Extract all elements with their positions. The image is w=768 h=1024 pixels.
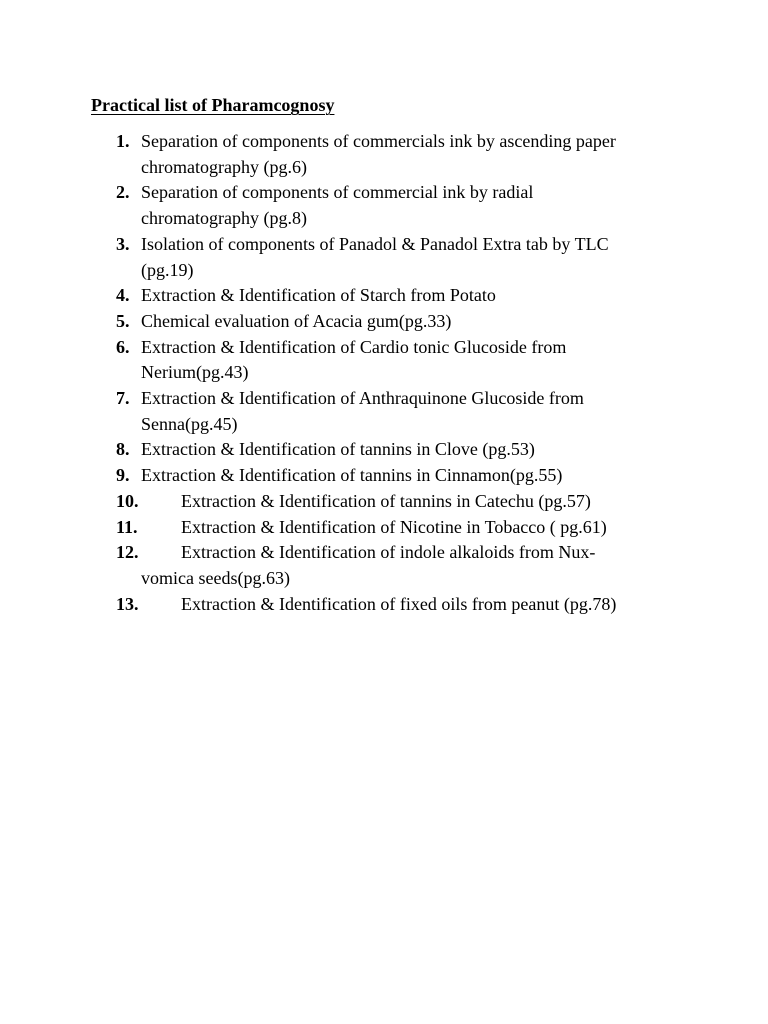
list-item <box>0 540 768 591</box>
item-number: 5. <box>116 310 130 331</box>
practical-list <box>0 129 768 617</box>
item-number: 4. <box>116 285 130 306</box>
list-item <box>0 129 768 180</box>
item-text-line: chromatography (pg.8) <box>141 208 307 229</box>
item-number: 10. <box>116 490 139 511</box>
item-text-line: chromatography (pg.6) <box>141 156 307 177</box>
item-number: 3. <box>116 233 130 254</box>
list-item <box>0 386 768 437</box>
item-number: 9. <box>116 465 130 486</box>
item-number: 6. <box>116 336 130 357</box>
item-text-line: Separation of components of commercial ink by radial <box>141 182 534 203</box>
list-item <box>0 515 768 541</box>
item-text-line: Extraction & Identification of Cardio tonic Glucoside from <box>141 336 567 357</box>
item-text-line: (pg.19) <box>141 259 194 280</box>
item-text-line: Chemical evaluation of Acacia gum(pg.33) <box>141 310 452 331</box>
list-item <box>0 283 768 309</box>
item-text-line: Extraction & Identification of Nicotine in Tobacco ( pg.61) <box>181 516 607 537</box>
item-text-line: Isolation of components of Panadol & Panadol Extra tab by TLC <box>141 233 609 254</box>
document-title: Practical list of Pharamcognosy <box>91 95 335 115</box>
list-item <box>0 180 768 231</box>
item-text-line: Extraction & Identification of indole alkaloids from Nux- <box>181 542 596 563</box>
item-text-line: Senna(pg.45) <box>141 413 238 434</box>
list-item <box>0 335 768 386</box>
item-text-line: Extraction & Identification of Anthraquinone Glucoside from <box>141 388 584 409</box>
item-number: 1. <box>116 131 130 151</box>
item-number: 12. <box>116 542 139 563</box>
list-item <box>0 437 768 463</box>
item-text-line: Extraction & Identification of tannins in Catechu (pg.57) <box>181 490 591 511</box>
item-text-line: Extraction & Identification of fixed oils from peanut (pg.78) <box>181 593 617 614</box>
item-text-line: Separation of components of commercials ink by ascending paper <box>141 131 616 151</box>
list-item <box>0 232 768 283</box>
item-text-line: Extraction & Identification of tannins in Cinnamon(pg.55) <box>141 465 563 486</box>
item-number: 8. <box>116 439 130 460</box>
list-item <box>0 309 768 335</box>
list-item <box>0 489 768 515</box>
list-item <box>0 592 768 618</box>
item-number: 13. <box>116 593 139 614</box>
item-text-line: Extraction & Identification of Starch from Potato <box>141 285 496 306</box>
item-number: 7. <box>116 388 130 409</box>
item-text-line: Extraction & Identification of tannins in Clove (pg.53) <box>141 439 535 460</box>
item-text-line: vomica seeds(pg.63) <box>141 567 290 588</box>
item-number: 11. <box>116 516 138 537</box>
list-item <box>0 463 768 489</box>
item-number: 2. <box>116 182 130 203</box>
item-text-line: Nerium(pg.43) <box>141 362 249 383</box>
